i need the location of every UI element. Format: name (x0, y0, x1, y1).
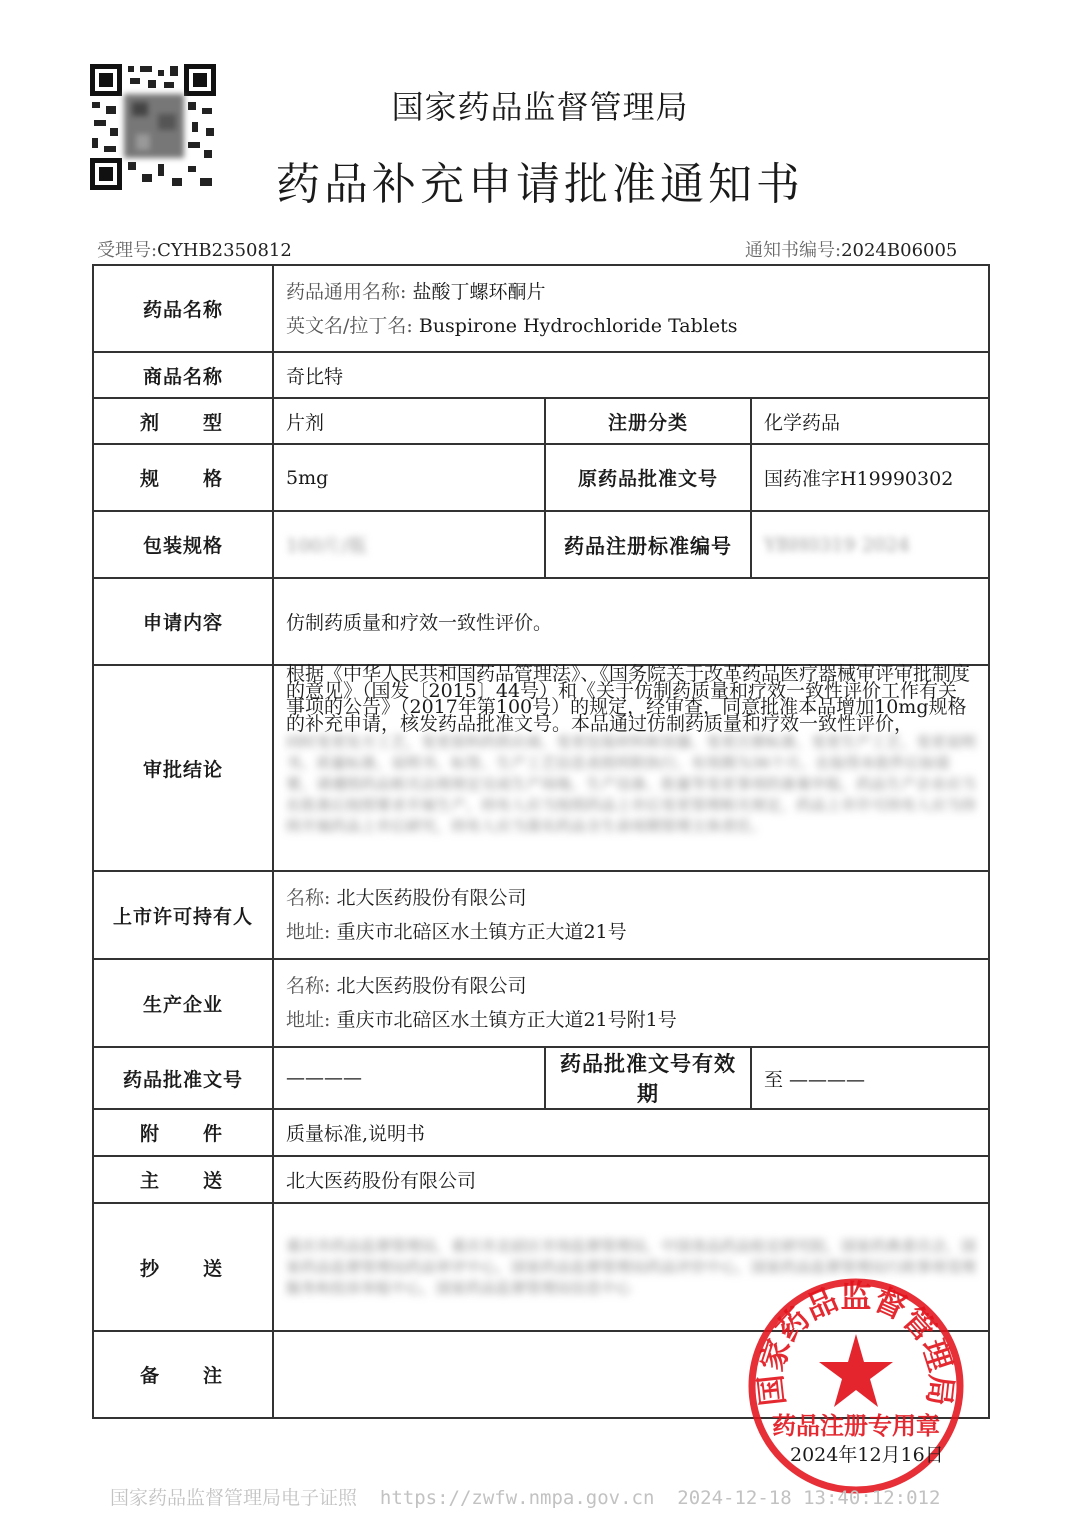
application-label: 申请内容 (93, 578, 273, 665)
row-attachments (93, 1109, 989, 1156)
row-spec (93, 444, 989, 511)
drug-name-cell (273, 265, 989, 352)
send-to-label: 主 送 (93, 1156, 273, 1203)
cc-label: 抄 送 (93, 1203, 273, 1331)
row-drug-name (93, 265, 989, 352)
application-value: 仿制药质量和疗效一致性评价。 (273, 578, 989, 665)
conclusion-text: 根据《中华人民共和国药品管理法》、《国务院关于改革药品医疗器械审评审批制度的意见》（国发〔2015〕44号）和《关于仿制药质量和疗效一致性评价工作有关事项的公告》（2017年第100号）的规定，经审查，同意批准本品增加10mg规格的补充申请，核发药品批准文号。本品通过仿制药质量和疗效一致性评价， (286, 663, 971, 735)
acceptance-number (97, 236, 292, 262)
agency-name: 国家药品监督管理局 (391, 88, 689, 126)
english-name-label: 英文名/拉丁名: (286, 314, 413, 337)
notice-number-value: 2024B06005 (841, 240, 958, 261)
notice-number (745, 236, 957, 262)
registration-class-label: 注册分类 (545, 398, 751, 444)
row-dosage-form (93, 398, 989, 444)
send-to-value: 北大医药股份有限公司 (273, 1156, 989, 1203)
row-manufacturer (93, 959, 989, 1047)
approval-validity-label: 药品批准文号有效期 (545, 1047, 751, 1109)
original-approval-label: 原药品批准文号 (545, 444, 751, 511)
trade-name-value: 奇比特 (273, 352, 989, 398)
english-name-value: Buspirone Hydrochloride Tablets (418, 314, 738, 337)
attachments-value: 质量标准,说明书 (273, 1109, 989, 1156)
seal-subtitle: 药品注册专用章 (772, 1412, 940, 1440)
manufacturer-name-label: 名称: (286, 975, 331, 997)
holder-address-value: 重庆市北碚区水土镇方正大道21号 (336, 921, 627, 943)
holder-cell (273, 871, 989, 959)
approval-validity-value: 至 ———— (751, 1047, 989, 1109)
row-trade-name (93, 352, 989, 398)
row-holder (93, 871, 989, 959)
holder-label: 上市许可持有人 (93, 871, 273, 959)
conclusion-blurred-text: 同时变更处方工艺，变更原料药供应商、变更包装材料和容器、变更注册标准、变更生产工艺、变更说明书。质量标准、说明书、标签、生产工艺信息表照所附执行。有效期为36个月。在取得本批件后如需要，请遵照药品相关法规规定完成生产场地、生产设备、批量等变更事项的备案申报，药品生产企业应当在批准后按照要求开展生产，持有人应当按照药品上市后变更管理相关规定，药品上市许可持有人应当持续开展药品上市后研究，持有人应当落实药品全生命周期管理主体责任。 (286, 733, 977, 835)
remarks-label: 备 注 (93, 1331, 273, 1418)
row-send-to (93, 1156, 989, 1203)
manufacturer-label: 生产企业 (93, 959, 273, 1047)
drug-name-label: 药品名称 (93, 265, 273, 352)
dosage-form-value: 片剂 (273, 398, 545, 444)
row-package (93, 511, 989, 578)
spec-label: 规 格 (93, 444, 273, 511)
holder-name-label: 名称: (286, 887, 331, 909)
package-value: 100片/瓶 (273, 511, 545, 578)
holder-address-label: 地址: (286, 921, 331, 943)
acceptance-number-value: CYHB2350812 (157, 240, 292, 261)
trade-name-label: 商品名称 (93, 352, 273, 398)
acceptance-number-label: 受理号: (97, 240, 158, 261)
package-label: 包装规格 (93, 511, 273, 578)
attachments-label: 附 件 (93, 1109, 273, 1156)
standard-number-value: YBH0319 2024 (751, 511, 989, 578)
manufacturer-address-value: 重庆市北碚区水土镇方正大道21号附1号 (336, 1009, 677, 1031)
manufacturer-name-value: 北大医药股份有限公司 (336, 975, 527, 997)
manufacturer-cell (273, 959, 989, 1047)
row-application (93, 578, 989, 665)
row-conclusion (93, 665, 989, 871)
generic-name-value: 盐酸丁螺环酮片 (412, 280, 546, 303)
standard-number-label: 药品注册标准编号 (545, 511, 751, 578)
spec-value: 5mg (273, 444, 545, 511)
generic-name-label: 药品通用名称: (286, 280, 407, 303)
holder-name-value: 北大医药股份有限公司 (336, 887, 527, 909)
footer-verification: 国家药品监督管理局电子证照 https://zwfw.nmpa.gov.cn 2024-12-18 13:40:12:012 (110, 1487, 941, 1509)
notice-number-label: 通知书编号: (745, 240, 842, 261)
approval-number-value: ———— (273, 1047, 545, 1109)
cc-blurred-text: 重庆市药品监督管理局，重庆市北碚区市场监督管理局，中国食品药品检定研究院，国家药典委员会，国家药品监督管理局药品审评中心，国家药品监督管理局药品评价中心，国家药品监督管理局行政事项受理服务和投诉举报中心，国家药品监督管理局信息中心 (286, 1236, 977, 1297)
issue-date: 2024年12月16日 (790, 1444, 944, 1466)
row-approval-number (93, 1047, 989, 1109)
document-title: 药品补充申请批准通知书 (276, 159, 804, 210)
seal-arc-text: 国家药品监督管理局 (752, 1278, 960, 1408)
conclusion-label: 审批结论 (93, 665, 273, 871)
manufacturer-address-label: 地址: (286, 1009, 331, 1031)
registration-class-value: 化学药品 (751, 398, 989, 444)
approval-table (92, 264, 990, 1419)
dosage-form-label: 剂 型 (93, 398, 273, 444)
original-approval-value: 国药准字H19990302 (751, 444, 989, 511)
conclusion-cell (273, 665, 989, 871)
approval-number-label: 药品批准文号 (93, 1047, 273, 1109)
